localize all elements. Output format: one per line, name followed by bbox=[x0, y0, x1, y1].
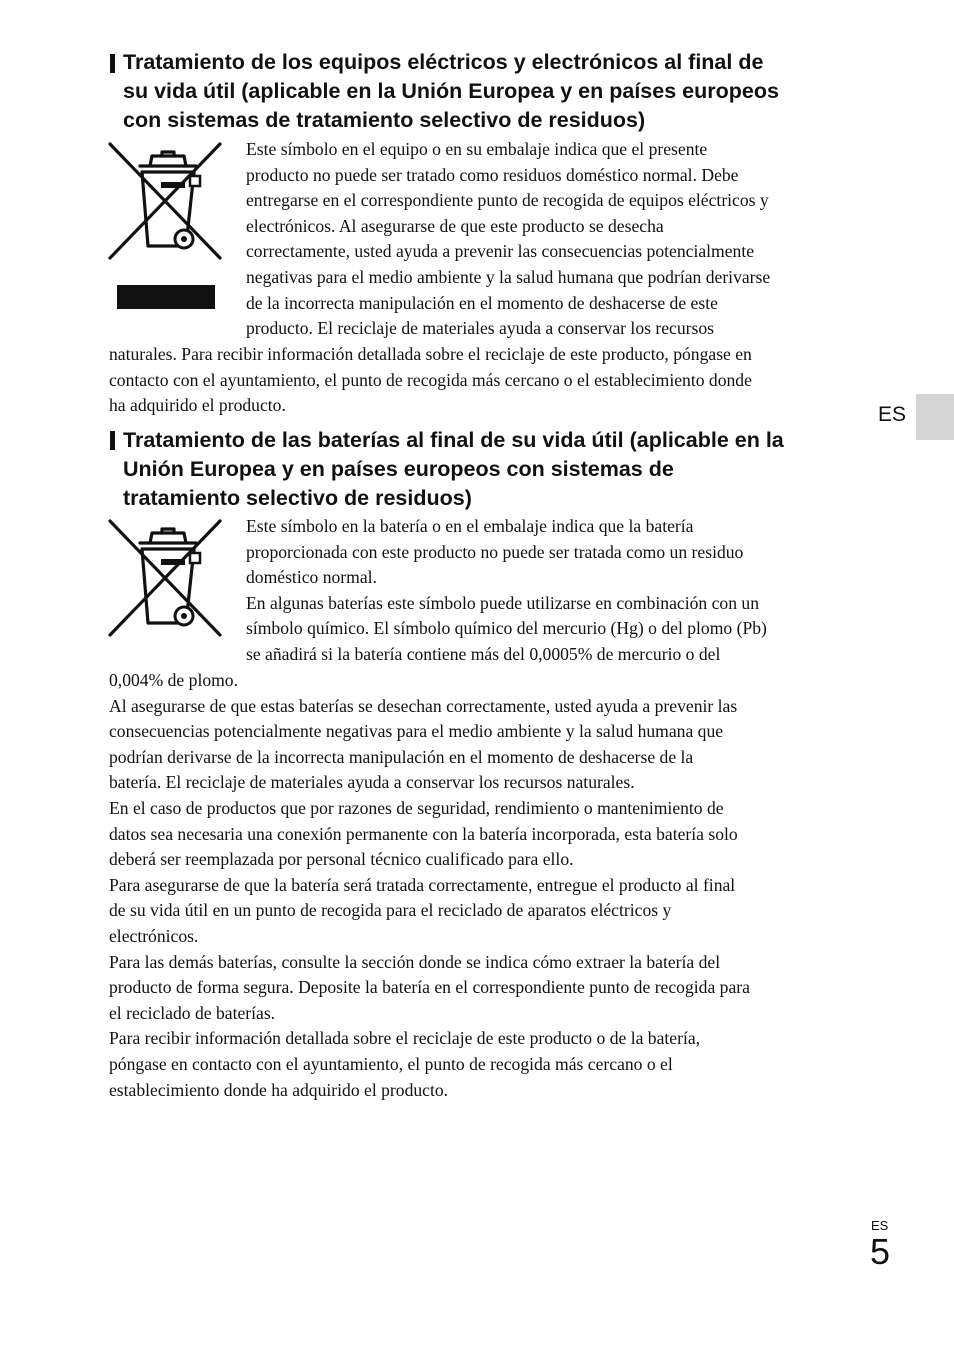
title-line: con sistemas de tratamiento selectivo de residuos) bbox=[123, 108, 646, 132]
text-line: En algunas baterías este símbolo puede utilizarse en combinación con un bbox=[246, 592, 759, 613]
title-line: Tratamiento de las baterías al final de su vida útil (aplicable en la bbox=[123, 428, 784, 452]
weee-description bbox=[246, 137, 871, 342]
title-line: Tratamiento de los equipos eléctricos y electrónicos al final de bbox=[123, 50, 764, 74]
weee-description-continued bbox=[109, 342, 879, 419]
text-line: Este símbolo en el equipo o en su embalaje indica que el presente bbox=[246, 139, 708, 159]
text-line: consecuencias potencialmente negativas para el medio ambiente y la salud humana que bbox=[109, 721, 724, 742]
battery-description bbox=[246, 514, 871, 668]
text-line: producto de forma segura. Deposite la batería en el correspondiente punto de recogida para bbox=[109, 977, 750, 998]
text-line: producto no puede ser tratado como residuos doméstico normal. Debe bbox=[246, 164, 739, 185]
text-line: deberá ser reemplazada por personal técnico cualificado para ello. bbox=[109, 849, 574, 870]
text-line: correctamente, usted ayuda a prevenir las consecuencias potencialmente bbox=[246, 241, 755, 262]
text-line: En el caso de productos que por razones de seguridad, rendimiento o mantenimiento de bbox=[109, 797, 724, 818]
text-line: Para recibir información detallada sobre el reciclaje de este producto o de la batería, bbox=[109, 1028, 701, 1049]
text-line: establecimiento donde ha adquirido el producto. bbox=[109, 1079, 449, 1100]
text-line: datos sea necesaria una conexión permanente con la batería incorporada, esta batería solo bbox=[109, 823, 738, 844]
text-line: de su vida útil en un punto de recogida para el reciclado de aparatos eléctricos y bbox=[109, 900, 672, 921]
text-line: proporcionada con este producto no puede ser tratada como un residuo bbox=[246, 541, 744, 562]
heading-marker bbox=[110, 431, 115, 450]
text-line: de la incorrecta manipulación en el momento de deshacerse de este bbox=[246, 292, 718, 313]
text-line: 0,004% de plomo. bbox=[109, 670, 239, 690]
text-line: símbolo químico. El símbolo químico del mercurio (Hg) o del plomo (Pb) bbox=[246, 618, 767, 639]
title-line: Unión Europea y en países europeos con sistemas de bbox=[123, 457, 674, 481]
crossed-out-wheelie-bin-icon bbox=[108, 142, 224, 312]
text-line: doméstico normal. bbox=[246, 567, 377, 588]
text-line: podrían derivarse de la incorrecta manipulación en el momento de deshacerse de la bbox=[109, 746, 694, 767]
text-line: electrónicos. bbox=[109, 925, 199, 946]
text-line: Para las demás baterías, consulte la sección donde se indica cómo extraer la batería del bbox=[109, 951, 721, 972]
text-line: batería. El reciclaje de materiales ayuda a conservar los recursos naturales. bbox=[109, 772, 635, 793]
title-line: tratamiento selectivo de residuos) bbox=[123, 486, 472, 510]
text-line: el reciclado de baterías. bbox=[109, 1002, 276, 1023]
text-line: póngase en contacto con el ayuntamiento, el punto de recogida más cercano o el bbox=[109, 1053, 673, 1074]
page-language-code: ES bbox=[871, 1218, 889, 1233]
language-tab-label: ES bbox=[878, 403, 907, 426]
text-line: electrónicos. Al asegurarse de que este producto se desecha bbox=[246, 215, 664, 236]
text-line: se añadirá si la batería contiene más del 0,0005% de mercurio o del bbox=[246, 643, 721, 664]
text-line: naturales. Para recibir información detallada sobre el reciclaje de este producto, póngase en bbox=[109, 344, 752, 364]
text-line: Para asegurarse de que la batería será tratada correctamente, entregue el producto al final bbox=[109, 874, 736, 895]
language-tab bbox=[916, 394, 954, 440]
text-line: ha adquirido el producto. bbox=[109, 395, 286, 416]
text-line: Este símbolo en la batería o en el embalaje indica que la batería bbox=[246, 516, 694, 536]
text-line: negativas para el medio ambiente y la salud humana que podrían derivarse bbox=[246, 266, 771, 287]
text-line: contacto con el ayuntamiento, el punto de recogida más cercano o el establecimiento donde bbox=[109, 369, 752, 390]
crossed-out-wheelie-bin-icon bbox=[108, 519, 224, 641]
heading-marker bbox=[110, 54, 115, 73]
page-number: 5 bbox=[870, 1231, 891, 1272]
battery-description-continued bbox=[109, 668, 879, 1103]
text-line: entregarse en el correspondiente punto de recogida de equipos eléctricos y bbox=[246, 190, 769, 211]
text-line: producto. El reciclaje de materiales ayuda a conservar los recursos bbox=[246, 318, 714, 339]
section-battery-title bbox=[123, 426, 868, 513]
section-weee-title bbox=[123, 48, 868, 135]
text-line: Al asegurarse de que estas baterías se desechan correctamente, usted ayuda a prevenir las bbox=[109, 695, 738, 716]
title-line: su vida útil (aplicable en la Unión Europea y en países europeos bbox=[123, 79, 779, 103]
